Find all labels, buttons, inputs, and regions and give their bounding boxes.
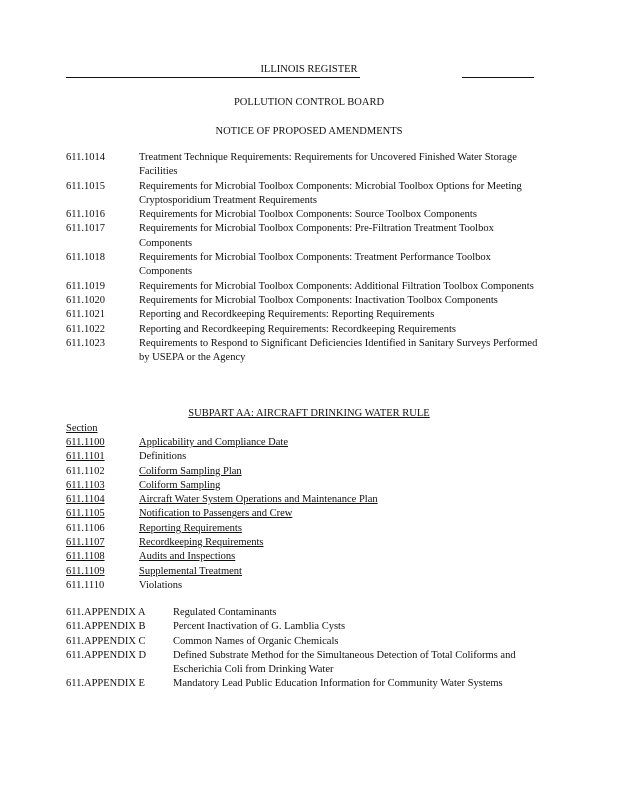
section-number: 611.1018: [66, 252, 105, 264]
list-item: [66, 280, 546, 294]
section-title: Requirements to Respond to Significant Deficiencies Identified in Sanitary Surveys Performed by USEPA or the Agency: [139, 337, 538, 364]
list-item: [66, 479, 546, 493]
list-item: [66, 450, 546, 464]
section-title: Requirements for Microbial Toolbox Components: Source Toolbox Components: [139, 209, 477, 221]
appendix-number: 611.APPENDIX D: [66, 649, 147, 661]
section-title: Notification to Passengers and Crew: [139, 508, 293, 520]
list-item: [66, 151, 546, 180]
section-title: Coliform Sampling Plan: [139, 465, 242, 477]
section-title: Audits and Inspections: [139, 551, 236, 563]
section-title: Recordkeeping Requirements: [139, 537, 264, 549]
list-item: [66, 493, 546, 507]
section-label: Section: [66, 423, 98, 434]
appendix-number: 611.APPENDIX C: [66, 635, 146, 647]
list-item: [66, 337, 546, 366]
section-number: 611.1103: [66, 479, 105, 491]
list-item: [66, 522, 546, 536]
appendix-title: Mandatory Lead Public Education Information for Community Water Systems: [173, 678, 503, 690]
list-item: [66, 308, 546, 322]
section-number: 611.1017: [66, 223, 105, 235]
appendix-title: Common Names of Organic Chemicals: [173, 635, 339, 647]
section-list-subpart-z: [66, 151, 546, 365]
section-number: 611.1109: [66, 565, 105, 577]
list-item: [66, 507, 546, 521]
register-title: ILLINOIS REGISTER: [260, 64, 358, 75]
section-number: 611.1016: [66, 209, 105, 221]
list-item: [66, 677, 546, 691]
list-item: [66, 222, 546, 251]
section-number: 611.1100: [66, 437, 105, 448]
section-number: 611.1104: [66, 494, 105, 506]
appendix-title: Percent Inactivation of G. Lamblia Cysts: [173, 621, 346, 633]
list-item: [66, 294, 546, 308]
section-number: 611.1014: [66, 152, 105, 163]
list-item: [66, 208, 546, 222]
list-item: [66, 579, 546, 593]
list-item: [66, 620, 546, 634]
section-number: 611.1022: [66, 323, 105, 335]
list-item: [66, 606, 546, 620]
section-title: Reporting and Recordkeeping Requirements: Reporting Requirements: [139, 309, 435, 321]
section-number: 611.1019: [66, 280, 105, 292]
list-item: [66, 251, 546, 280]
section-number: 611.1107: [66, 537, 105, 549]
section-number: 611.1106: [66, 522, 105, 534]
section-title: Applicability and Compliance Date: [139, 437, 288, 448]
appendix-title: Defined Substrate Method for the Simultaneous Detection of Total Coliforms and Escherichia Coli from Drinking Water: [173, 649, 516, 676]
list-item: [66, 323, 546, 337]
section-title: Violations: [139, 579, 183, 591]
section-title: Reporting Requirements: [139, 522, 242, 534]
section-number: 611.1105: [66, 508, 105, 520]
section-list-subpart-aa: [66, 436, 546, 593]
appendix-title: Regulated Contaminants: [173, 607, 277, 618]
section-title: Requirements for Microbial Toolbox Components: Pre-Filtration Treatment Toolbox Components: [139, 223, 494, 249]
section-number: 611.1102: [66, 465, 105, 477]
section-title: Treatment Technique Requirements: Requirements for Uncovered Finished Water Storage Facilities: [139, 152, 517, 178]
appendix-number: 611.APPENDIX A: [66, 607, 146, 618]
section-number: 611.1020: [66, 294, 105, 306]
section-title: Requirements for Microbial Toolbox Components: Microbial Toolbox Options for Meeting Cryptosporidium Treatment Requirements: [139, 180, 522, 206]
list-item: [66, 565, 546, 579]
section-title: Definitions: [139, 451, 187, 463]
section-title: Aircraft Water System Operations and Maintenance Plan: [139, 494, 378, 506]
section-title: Supplemental Treatment: [139, 565, 242, 577]
section-title: Requirements for Microbial Toolbox Components: Additional Filtration Toolbox Components: [139, 280, 534, 292]
list-item: [66, 436, 546, 450]
section-number: 611.1101: [66, 451, 105, 463]
section-title: Requirements for Microbial Toolbox Components: Treatment Performance Toolbox Components: [139, 252, 491, 278]
section-title: Requirements for Microbial Toolbox Components: Inactivation Toolbox Components: [139, 294, 498, 306]
section-title: Reporting and Recordkeeping Requirements: Recordkeeping Requirements: [139, 323, 456, 335]
list-item: [66, 635, 546, 649]
list-item: [66, 465, 546, 479]
list-item: [66, 649, 546, 678]
appendix-number: 611.APPENDIX B: [66, 621, 146, 633]
appendix-number: 611.APPENDIX E: [66, 678, 145, 690]
section-number: 611.1023: [66, 337, 105, 349]
notice-title: NOTICE OF PROPOSED AMENDMENTS: [215, 126, 403, 137]
section-number: 611.1021: [66, 309, 105, 321]
section-number: 611.1015: [66, 180, 105, 192]
board-title: POLLUTION CONTROL BOARD: [233, 97, 385, 108]
list-item: [66, 180, 546, 209]
section-title: Coliform Sampling: [139, 479, 221, 491]
list-item: [66, 550, 546, 564]
subpart-heading: SUBPART AA: AIRCRAFT DRINKING WATER RULE: [188, 408, 430, 419]
list-item: [66, 536, 546, 550]
section-number: 611.1108: [66, 551, 105, 563]
section-number: 611.1110: [66, 579, 105, 591]
appendix-list: [66, 606, 546, 692]
